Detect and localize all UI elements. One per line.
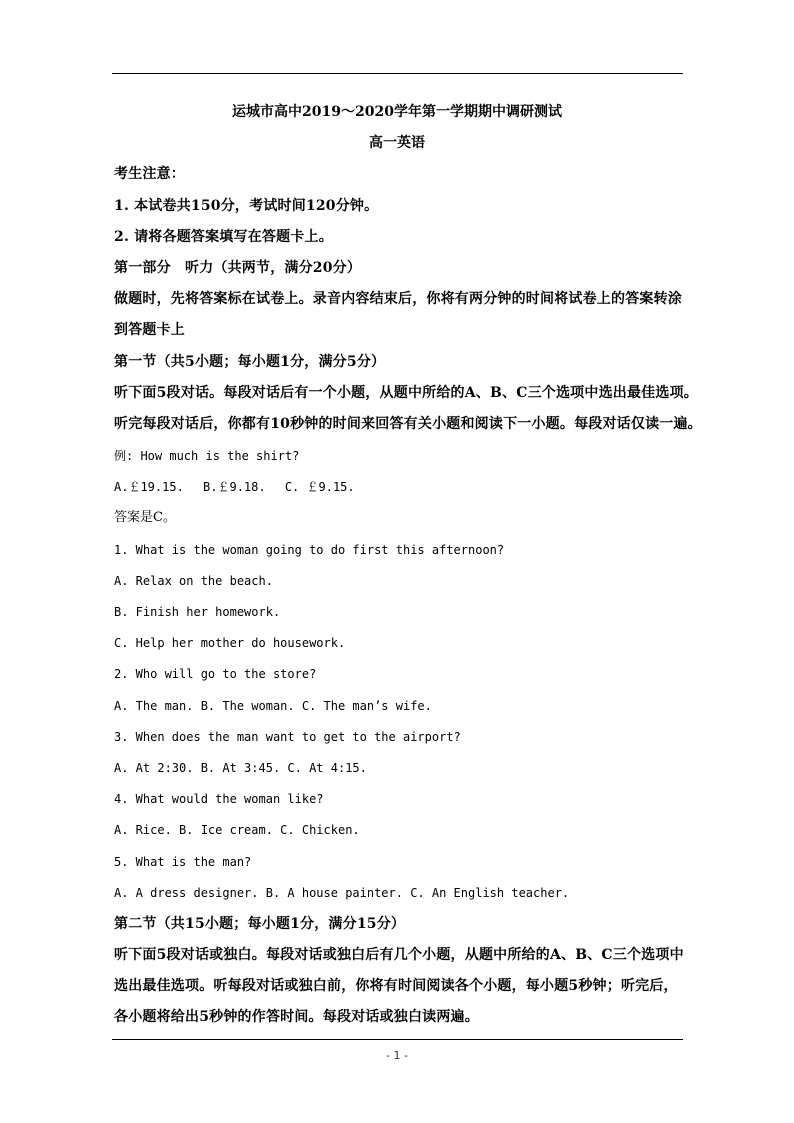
page-number: - 1 - <box>386 1049 408 1062</box>
question-4-options: A. Rice. B. Ice cream. C. Chicken. <box>114 823 360 837</box>
question-3: 3. When does the man want to get to the airport? <box>114 730 461 744</box>
question-5-options: A. A dress designer. B. A house painter. C. An English teacher. <box>114 886 570 900</box>
example-answer: 答案是C。 <box>114 510 176 525</box>
part1-heading: 第一部分 听力（共两节，满分20分） <box>114 260 362 276</box>
notice-heading: 考生注意： <box>114 166 185 182</box>
section2-heading: 第二节（共15小题；每小题1分，满分15分） <box>114 916 406 932</box>
notice-item-1: 1. 本试卷共150分，考试时间120分钟。 <box>114 198 379 214</box>
header-rule <box>112 73 683 74</box>
section2-instruction-cont-1: 选出最佳选项。听每段对话或独白前，你将有时间阅读各个小题，每小题5秒钟；听完后， <box>114 978 678 994</box>
question-5: 5. What is the man? <box>114 855 252 869</box>
section2-instruction: 听下面5段对话或独白。每段对话或独白后有几个小题，从题中所给的A、B、C三个选项中 <box>114 947 684 963</box>
question-4: 4. What would the woman like? <box>114 792 324 806</box>
footer-rule <box>112 1039 683 1040</box>
section1-instruction: 听下面5段对话。每段对话后有一个小题，从题中所给的A、B、C三个选项中选出最佳选项。 <box>114 385 698 401</box>
example-question: 例: How much is the shirt? <box>114 449 300 463</box>
section1-instruction-cont: 听完每段对话后，你都有10秒钟的时间来回答有关小题和阅读下一小题。每段对话仅读一遍。 <box>114 416 702 432</box>
question-1-option-b: B. Finish her homework. <box>114 605 281 619</box>
part1-instruction: 做题时，先将答案标在试卷上。录音内容结束后，你将有两分钟的时间将试卷上的答案转涂 <box>114 291 682 307</box>
question-2: 2. Who will go to the store? <box>114 667 317 681</box>
section2-instruction-cont-2: 各小题将给出5秒钟的作答时间。每段对话或独白读两遍。 <box>114 1009 479 1025</box>
question-3-options: A. At 2:30. B. At 3:45. C. At 4:15. <box>114 761 367 775</box>
example-options: A.￡19.15. B.￡9.18. C. ￡9.15. <box>114 480 355 494</box>
exam-subject: 高一英语 <box>369 135 425 151</box>
question-1-option-c: C. Help her mother do housework. <box>114 636 346 650</box>
section1-heading: 第一节（共5小题；每小题1分，满分5分） <box>114 354 386 370</box>
question-1: 1. What is the woman going to do first this afternoon? <box>114 543 505 557</box>
notice-item-2: 2. 请将各题答案填写在答题卡上。 <box>114 229 333 245</box>
exam-title: 运城市高中2019～2020学年第一学期期中调研测试 <box>232 104 562 120</box>
question-2-options: A. The man. B. The woman. C. The man’s wife. <box>114 699 432 713</box>
part1-instruction-cont: 到答题卡上 <box>114 322 185 338</box>
question-1-option-a: A. Relax on the beach. <box>114 574 273 588</box>
